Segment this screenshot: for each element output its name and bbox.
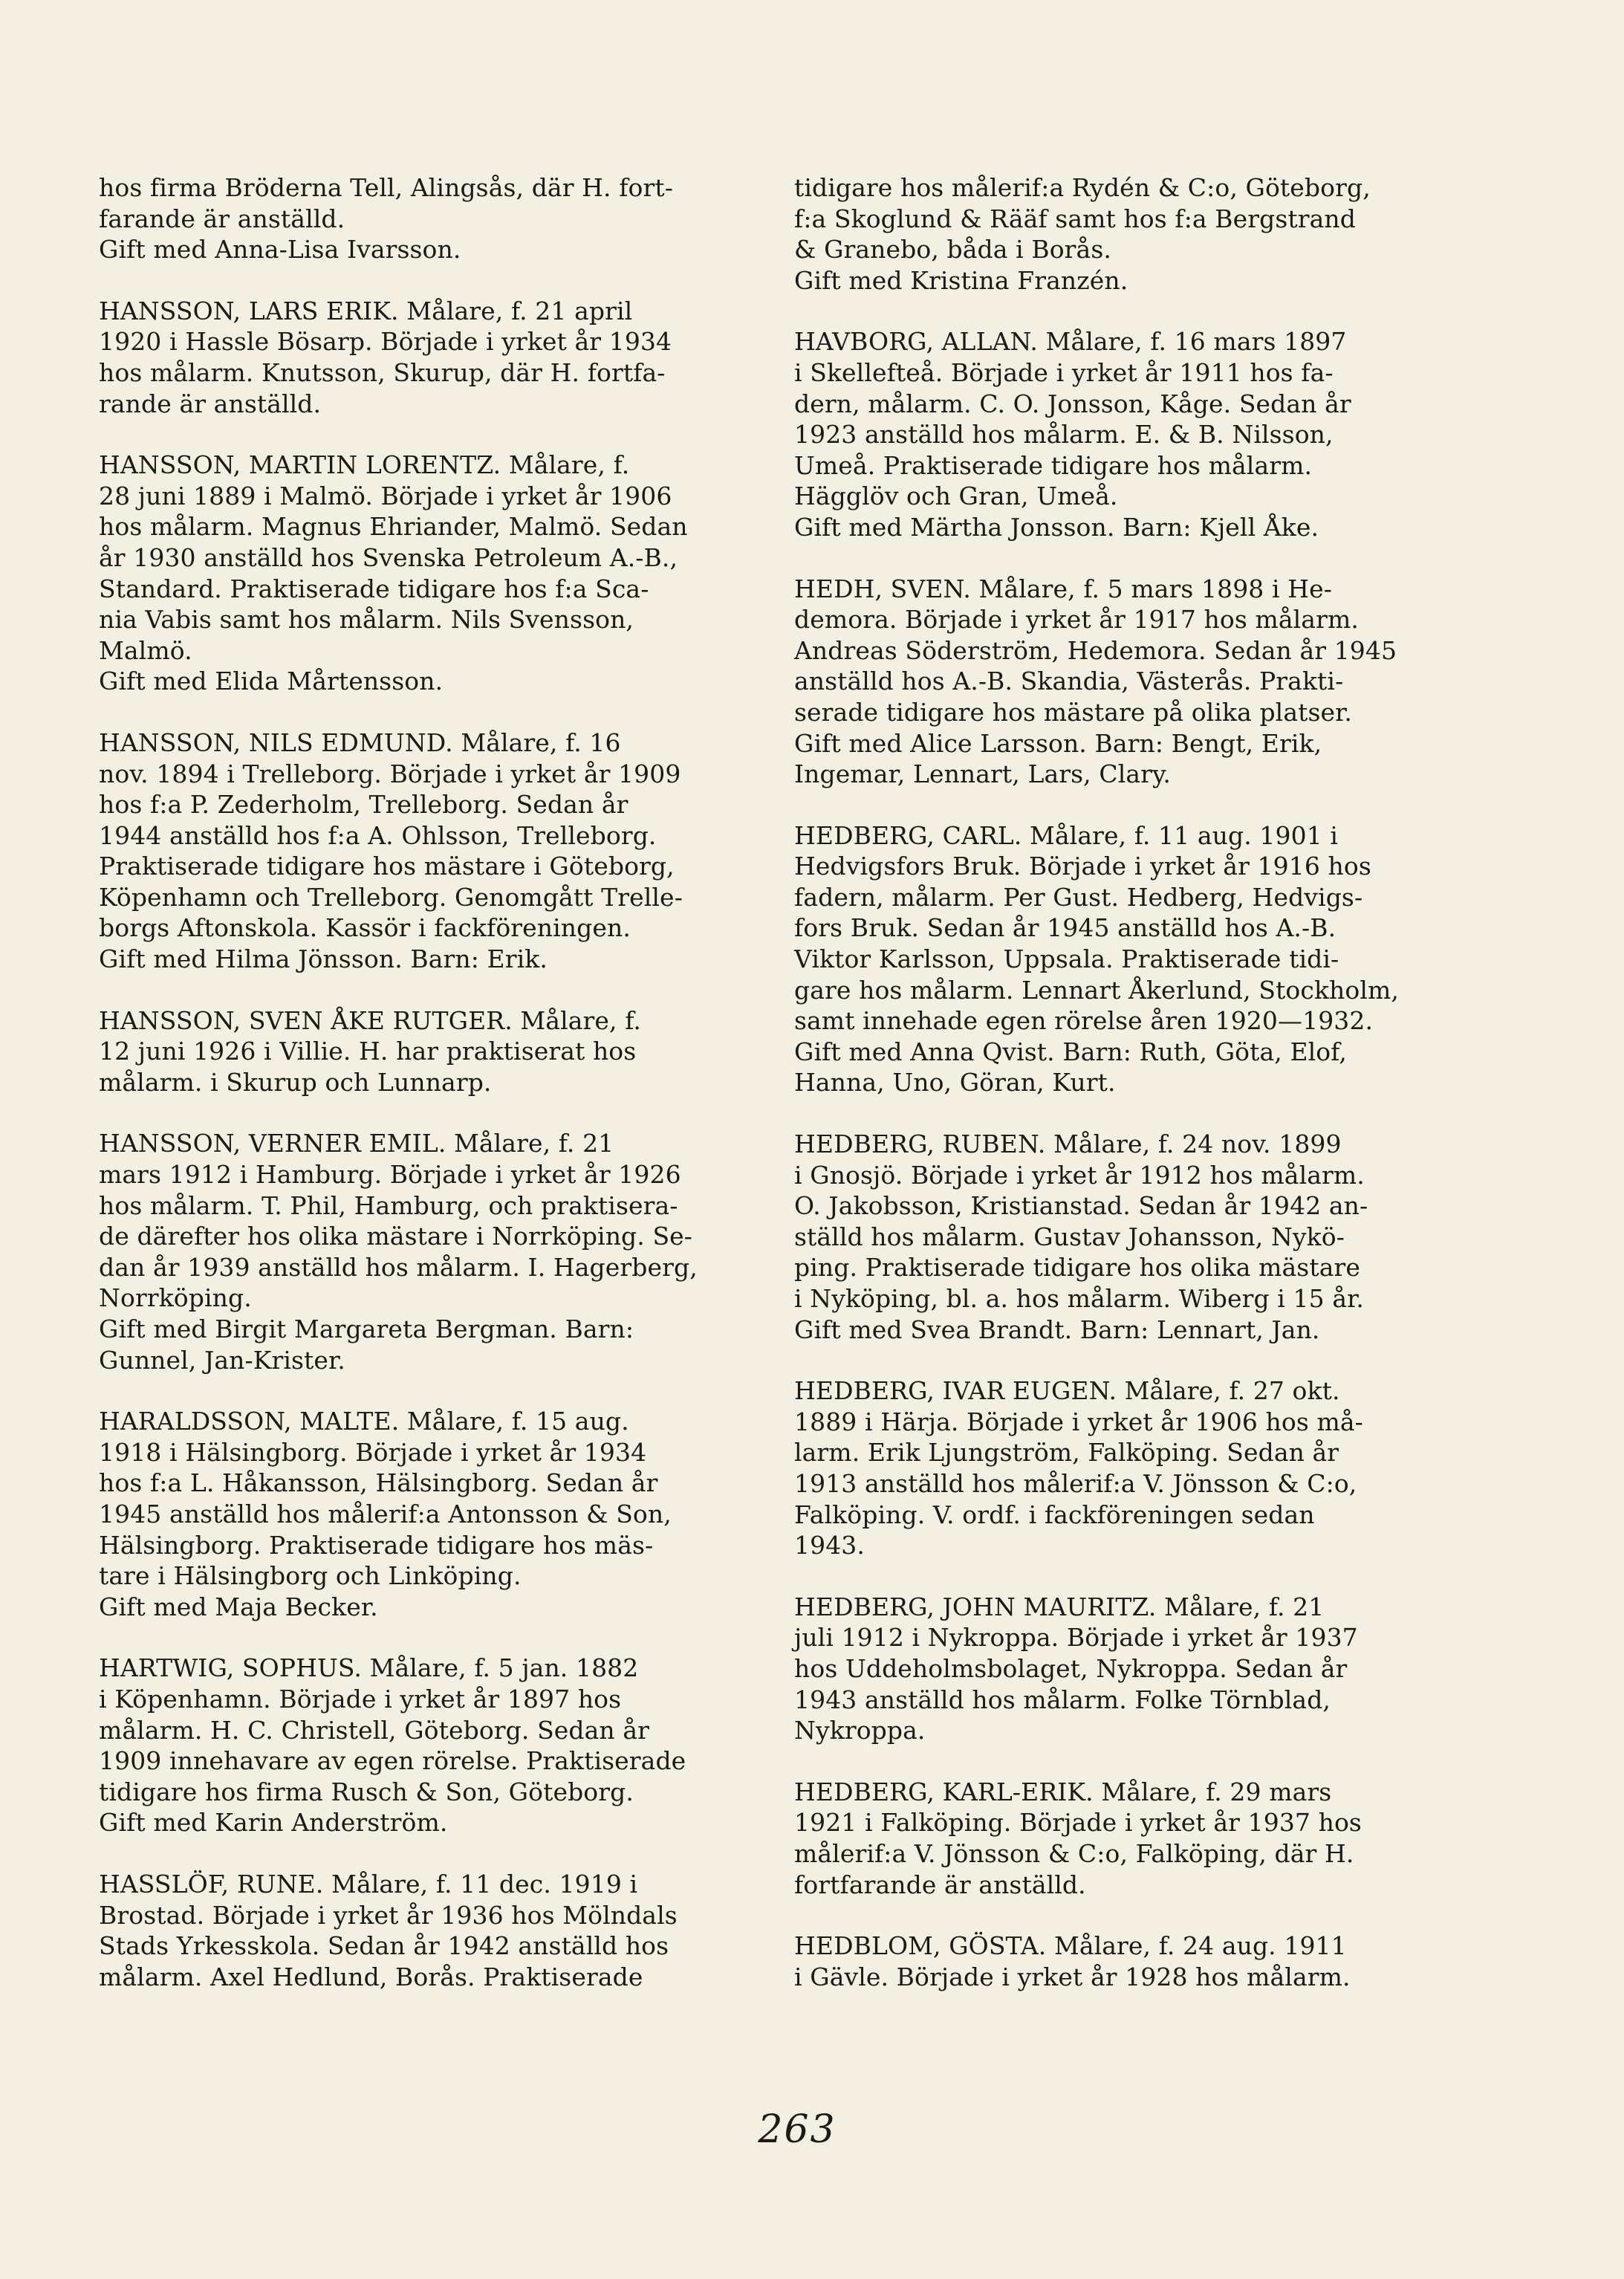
entry-text: [99, 450, 745, 697]
entry-line: Gift med Birgit Margareta Bergman. Barn:: [99, 1314, 634, 1343]
entry-line: hos målarm. Knutsson, Skurup, där H. fortfa-: [99, 357, 666, 387]
entry-line: 1923 anställd hos målarm. E. & B. Nilsson,: [794, 420, 1334, 450]
entry-text: [99, 1653, 745, 1838]
entry-line: målarm. H. C. Christell, Göteborg. Sedan år: [99, 1715, 650, 1745]
entry-line: HANSSON, NILS EDMUND. Målare, f. 16: [99, 727, 621, 757]
entry-line: Gift med Karin Anderström.: [99, 1808, 448, 1838]
entry-line: Hägglöv och Gran, Umeå.: [794, 482, 1118, 511]
entry-text: [794, 574, 1441, 790]
entry-line: HARTWIG, SOPHUS. Målare, f. 5 jan. 1882: [99, 1653, 639, 1683]
entry-line: nov. 1894 i Trelleborg. Började i yrket år 1909: [99, 759, 681, 788]
entry-line: 12 juni 1926 i Villie. H. har praktiserat hos: [99, 1037, 637, 1066]
directory-entry: [794, 1930, 1441, 1992]
entry-line: borgs Aftonskola. Kassör i fackföreningen.: [99, 913, 631, 943]
entry-line: Nykroppa.: [794, 1716, 926, 1745]
entry-text: [99, 1005, 745, 1098]
entry-line: 1889 i Härja. Började i yrket år 1906 hos må-: [794, 1407, 1363, 1436]
entry-text: [99, 1128, 745, 1375]
entry-text: [794, 1777, 1441, 1900]
entry-line: juli 1912 i Nykroppa. Började i yrket år 1937: [794, 1623, 1358, 1653]
entry-text: [99, 1869, 745, 1992]
entry-text: [99, 172, 745, 265]
entry-line: 1921 i Falköping. Började i yrket år 1937 hos: [794, 1808, 1362, 1838]
entry-line: år 1930 anställd hos Svenska Petroleum A.-B.,: [99, 542, 678, 572]
entry-line: hos målarm. T. Phil, Hamburg, och praktisera-: [99, 1190, 678, 1220]
directory-entry: [794, 820, 1441, 1098]
entry-line: 1945 anställd hos målerif:a Antonsson & Son,: [99, 1499, 672, 1528]
entry-line: Norrköping.: [99, 1283, 252, 1313]
entry-line: HANSSON, SVEN ÅKE RUTGER. Målare, f.: [99, 1005, 641, 1035]
entry-line: serade tidigare hos mästare på olika platser.: [794, 697, 1352, 727]
entry-line: Hedvigsfors Bruk. Började i yrket år 1916 hos: [794, 852, 1371, 881]
entry-line: Köpenhamn och Trelleborg. Genomgått Trelle-: [99, 882, 683, 912]
entry-line: larm. Erik Ljungström, Falköping. Sedan år: [794, 1438, 1339, 1468]
entry-line: Viktor Karlsson, Uppsala. Praktiserade tidi-: [794, 944, 1339, 974]
entry-line: 1943.: [794, 1531, 865, 1560]
entry-line: målarm. Axel Hedlund, Borås. Praktiserade: [99, 1962, 643, 1991]
entry-line: 1920 i Hassle Bösarp. Började i yrket år 1934: [99, 327, 672, 357]
entry-line: HEDBERG, JOHN MAURITZ. Målare, f. 21: [794, 1592, 1325, 1621]
directory-entry: [99, 1406, 745, 1622]
entry-line: Gift med Alice Larsson. Barn: Bengt, Erik,: [794, 728, 1322, 758]
entry-line: Falköping. V. ordf. i fackföreningen sedan: [794, 1500, 1315, 1529]
directory-entry: [794, 574, 1441, 790]
entry-line: i Köpenhamn. Började i yrket år 1897 hos: [99, 1684, 622, 1714]
entry-line: Gift med Kristina Franzén.: [794, 265, 1128, 295]
entry-line: 1943 anställd hos målarm. Folke Törnblad,: [794, 1685, 1331, 1714]
entry-line: ping. Praktiserade tidigare hos olika mästare: [794, 1253, 1360, 1283]
entry-line: & Granebo, båda i Borås.: [794, 235, 1111, 265]
entry-line: fors Bruk. Sedan år 1945 anställd hos A.-B.: [794, 913, 1336, 943]
entry-line: 1918 i Hälsingborg. Började i yrket år 1934: [99, 1437, 647, 1467]
entry-line: Hälsingborg. Praktiserade tidigare hos mäs-: [99, 1530, 654, 1560]
entry-line: samt innehade egen rörelse åren 1920—1932.: [794, 1006, 1374, 1036]
entry-text: [794, 1129, 1441, 1345]
entry-line: hos målarm. Magnus Ehriander, Malmö. Sedan: [99, 512, 688, 542]
entry-line: Gift med Elida Mårtensson.: [99, 667, 444, 696]
entry-line: hos f:a L. Håkansson, Hälsingborg. Sedan år: [99, 1468, 658, 1498]
entry-line: HEDBERG, KARL-ERIK. Målare, f. 29 mars: [794, 1777, 1332, 1806]
directory-entry: [794, 1129, 1441, 1345]
entry-line: i Skellefteå. Började i yrket år 1911 hos fa-: [794, 357, 1334, 387]
entry-line: hos firma Bröderna Tell, Alingsås, där H. fort-: [99, 173, 673, 202]
entry-line: i Gnosjö. Började i yrket år 1912 hos målarm.: [794, 1160, 1365, 1190]
entry-line: Brostad. Började i yrket år 1936 hos Mölndals: [99, 1900, 678, 1930]
directory-entry: [99, 296, 745, 419]
entry-line: tare i Hälsingborg och Linköping.: [99, 1561, 522, 1591]
directory-entry: [794, 172, 1441, 296]
entry-line: dern, målarm. C. O. Jonsson, Kåge. Sedan år: [794, 389, 1351, 418]
directory-entry: [99, 172, 745, 265]
entry-line: HEDH, SVEN. Målare, f. 5 mars 1898 i He-: [794, 574, 1332, 603]
directory-entry: [99, 1005, 745, 1098]
directory-entry: [99, 1653, 745, 1838]
entry-line: HANSSON, VERNER EMIL. Målare, f. 21: [99, 1129, 614, 1158]
entry-line: fadern, målarm. Per Gust. Hedberg, Hedvigs-: [794, 882, 1363, 912]
directory-entry: [794, 1375, 1441, 1561]
left-column: [99, 172, 745, 2023]
right-column: [794, 172, 1441, 2023]
entry-line: f:a Skoglund & Rääf samt hos f:a Bergstrand: [794, 204, 1356, 233]
entry-line: Andreas Söderström, Hedemora. Sedan år 1945: [794, 635, 1397, 665]
entry-line: Hanna, Uno, Göran, Kurt.: [794, 1068, 1116, 1098]
page-number: 263: [758, 2107, 837, 2152]
entry-line: HEDBERG, CARL. Målare, f. 11 aug. 1901 i: [794, 820, 1339, 850]
directory-entry: [99, 1869, 745, 1992]
entry-line: i Nyköping, bl. a. hos målarm. Wiberg i 15 år.: [794, 1284, 1364, 1313]
entry-line: 1944 anställd hos f:a A. Ohlsson, Trelleborg.: [99, 820, 657, 850]
entry-text: [794, 820, 1441, 1098]
entry-line: HAVBORG, ALLAN. Målare, f. 16 mars 1897: [794, 327, 1347, 357]
directory-entry: [794, 326, 1441, 542]
entry-line: Gift med Anna-Lisa Ivarsson.: [99, 235, 461, 265]
directory-entry: [99, 727, 745, 975]
entry-line: HEDBERG, IVAR EUGEN. Målare, f. 27 okt.: [794, 1376, 1340, 1406]
entry-line: målarm. i Skurup och Lunnarp.: [99, 1067, 492, 1097]
entry-line: O. Jakobsson, Kristianstad. Sedan år 1942 an-: [794, 1191, 1368, 1221]
entry-line: tidigare hos firma Rusch & Son, Göteborg.: [99, 1777, 634, 1806]
entry-line: Praktiserade tidigare hos mästare i Göteborg,: [99, 852, 675, 881]
entry-text: [99, 296, 745, 419]
entry-line: hos Uddeholmsbolaget, Nykroppa. Sedan år: [794, 1653, 1348, 1683]
entry-line: 28 juni 1889 i Malmö. Började i yrket år 1906: [99, 481, 672, 510]
entry-line: 1909 innehavare av egen rörelse. Praktiserade: [99, 1746, 686, 1776]
entry-line: HARALDSSON, MALTE. Målare, f. 15 aug.: [99, 1407, 629, 1436]
entry-text: [99, 1406, 745, 1622]
entry-line: Ingemar, Lennart, Lars, Clary.: [794, 759, 1171, 789]
entry-line: HEDBERG, RUBEN. Målare, f. 24 nov. 1899: [794, 1129, 1342, 1159]
entry-line: Standard. Praktiserade tidigare hos f:a Sca-: [99, 574, 649, 603]
entry-line: HANSSON, LARS ERIK. Målare, f. 21 april: [99, 296, 633, 325]
entry-line: hos f:a P. Zederholm, Trelleborg. Sedan år: [99, 790, 629, 820]
directory-entry: [99, 1128, 745, 1375]
entry-line: rande är anställd.: [99, 389, 322, 418]
entry-line: nia Vabis samt hos målarm. Nils Svensson,: [99, 605, 634, 635]
entry-line: Malmö.: [99, 635, 192, 665]
entry-text: [794, 1592, 1441, 1746]
entry-line: Gift med Maja Becker.: [99, 1592, 378, 1621]
entry-line: anställd hos A.-B. Skandia, Västerås. Prakti-: [794, 667, 1344, 696]
entry-line: HASSLÖF, RUNE. Målare, f. 11 dec. 1919 i: [99, 1869, 638, 1899]
directory-entry: [794, 1592, 1441, 1746]
entry-line: tidigare hos målerif:a Rydén & C:o, Göteborg,: [794, 173, 1371, 202]
entry-line: mars 1912 i Hamburg. Började i yrket år 1926: [99, 1160, 681, 1190]
directory-entry: [794, 1777, 1441, 1900]
entry-text: [794, 326, 1441, 542]
entry-line: Gift med Hilma Jönsson. Barn: Erik.: [99, 944, 548, 974]
entry-line: Gift med Anna Qvist. Barn: Ruth, Göta, Elof,: [794, 1037, 1347, 1066]
entry-line: de därefter hos olika mästare i Norrköping. Se-: [99, 1222, 693, 1251]
entry-line: ställd hos målarm. Gustav Johansson, Nykö-: [794, 1222, 1345, 1251]
entry-line: i Gävle. Började i yrket år 1928 hos målarm.: [794, 1962, 1351, 1991]
entry-line: HEDBLOM, GÖSTA. Målare, f. 24 aug. 1911: [794, 1931, 1347, 1961]
entry-line: gare hos målarm. Lennart Åkerlund, Stockholm,: [794, 975, 1399, 1005]
entry-line: demora. Började i yrket år 1917 hos målarm.: [794, 605, 1359, 635]
entry-line: farande är anställd.: [99, 204, 345, 233]
directory-entry: [99, 450, 745, 697]
entry-text: [794, 172, 1441, 296]
entry-text: [794, 1930, 1441, 1992]
entry-line: målerif:a V. Jönsson & C:o, Falköping, där H.: [794, 1838, 1354, 1868]
entry-line: Gift med Märtha Jonsson. Barn: Kjell Åke.: [794, 512, 1319, 542]
entry-line: 1913 anställd hos målerif:a V. Jönsson & C:o,: [794, 1468, 1357, 1498]
entry-line: Gunnel, Jan-Krister.: [99, 1345, 345, 1375]
entry-line: fortfarande är anställd.: [794, 1870, 1086, 1899]
entry-line: Umeå. Praktiserade tidigare hos målarm.: [794, 450, 1313, 480]
entry-line: dan år 1939 anställd hos målarm. I. Hagerberg,: [99, 1252, 698, 1282]
entry-line: Stads Yrkesskola. Sedan år 1942 anställd hos: [99, 1931, 669, 1961]
entry-line: Gift med Svea Brandt. Barn: Lennart, Jan.: [794, 1314, 1320, 1344]
entry-text: [794, 1375, 1441, 1561]
entry-line: HANSSON, MARTIN LORENTZ. Målare, f.: [99, 450, 630, 480]
entry-text: [99, 727, 745, 975]
